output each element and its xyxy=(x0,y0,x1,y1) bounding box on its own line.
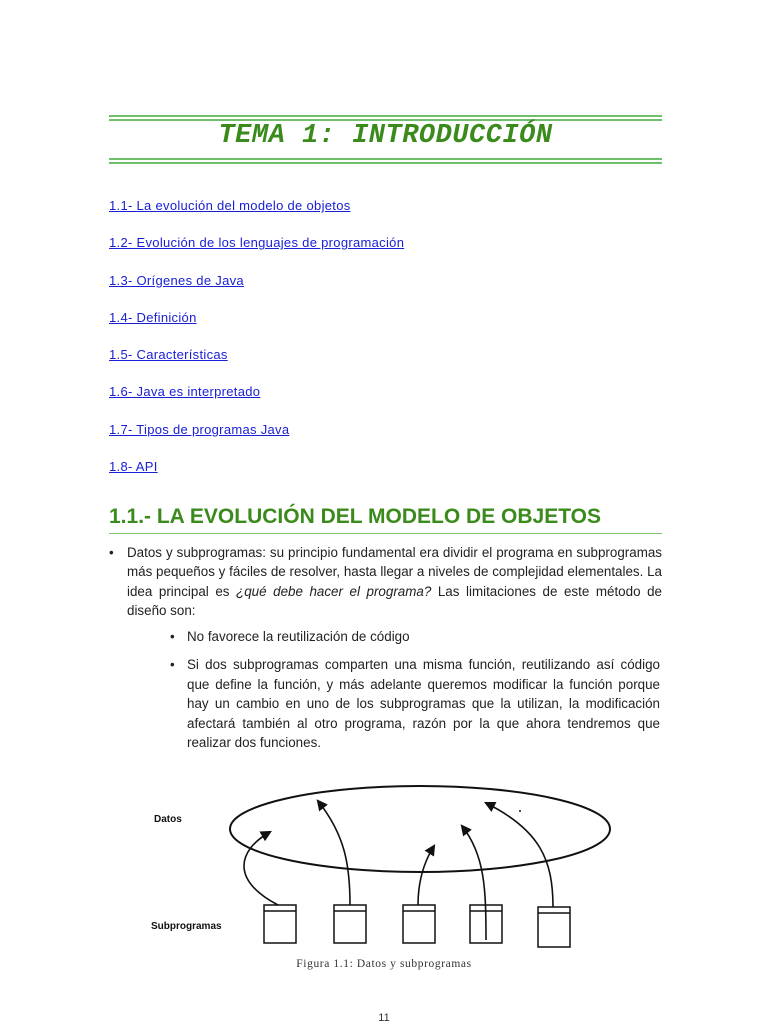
sub-bullet-text: Si dos subprogramas comparten una misma función, reutilizando así código que define la función, y más adelante queremos modificar la función porque hay un cambio en uno de los subprogramas que la utilizan, la modificación afectará también al otro programa, razón por la que ahora tendremos que realizar dos funciones. xyxy=(187,657,660,751)
data-ellipse xyxy=(230,786,610,872)
subprogram-box xyxy=(538,907,570,947)
toc-link-1-6[interactable]: 1.6- Java es interpretado xyxy=(109,384,261,400)
toc-link-1-7[interactable]: 1.7- Tipos de programas Java xyxy=(109,421,290,437)
toc-link-1-2[interactable]: 1.2- Evolución de los lenguajes de programación xyxy=(109,235,405,251)
subprogram-box xyxy=(264,905,296,943)
arrow-1 xyxy=(244,832,278,905)
arrow-3 xyxy=(418,846,434,905)
toc-link-1-1[interactable]: 1.1- La evolución del modelo de objetos xyxy=(109,198,351,213)
bullet-icon: • xyxy=(170,657,175,673)
toc-link-1-8[interactable]: 1.8- API xyxy=(109,459,158,475)
arrow-4 xyxy=(462,826,486,940)
subprogram-box xyxy=(334,905,366,943)
subprogram-box xyxy=(403,905,435,943)
bullet-icon: • xyxy=(109,545,114,560)
dot-mark xyxy=(519,810,521,812)
bullet-icon: • xyxy=(170,629,175,644)
bullet-emphasis: ¿qué debe hacer el programa? xyxy=(236,583,432,599)
section-heading: 1.1.- LA EVOLUCIÓN DEL MODELO DE OBJETOS xyxy=(109,505,662,534)
bullet-text-a: Datos y subprogramas: su principio fundamental era dividir el programa en subprogramas más pequeños y fáciles de resolver, hasta llegar a niveles de complejidad elementales. La idea principal es xyxy=(127,545,662,599)
label-subprogramas: Subprogramas xyxy=(151,921,222,932)
bullet-text-b: Las limitaciones de este método de diseño son: xyxy=(127,583,662,619)
arrow-5 xyxy=(486,803,553,907)
toc-link-1-5[interactable]: 1.5- Características xyxy=(109,347,228,363)
toc-link-1-4[interactable]: 1.4- Definición xyxy=(109,309,197,325)
sub-bullet-text: No favorece la reutilización de código xyxy=(187,629,410,644)
page-title: TEMA 1: INTRODUCCIÓN xyxy=(218,121,553,151)
arrow-2 xyxy=(318,801,350,905)
label-datos: Datos xyxy=(154,814,182,825)
figure-caption: Figura 1.1: Datos y subprogramas xyxy=(296,958,472,970)
page-number: 11 xyxy=(378,1012,390,1024)
toc-link-1-3[interactable]: 1.3- Orígenes de Java xyxy=(109,272,244,288)
